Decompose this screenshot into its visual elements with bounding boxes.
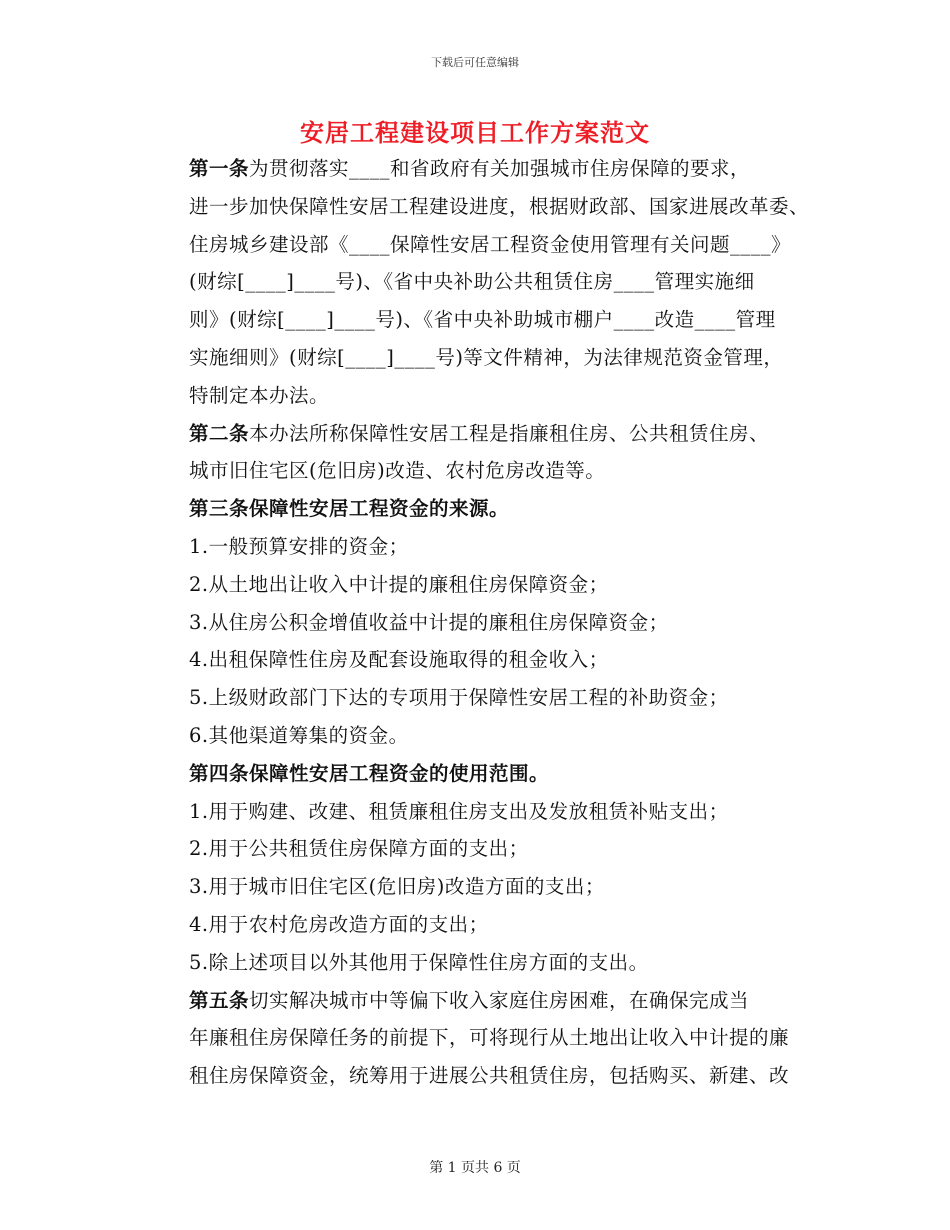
page-number-footer: 第 1 页共 6 页 xyxy=(429,1160,521,1176)
article-1-line-7: 特制定本办法。 xyxy=(189,383,330,407)
article-3-item-3: 3.从住房公积金增值收益中计提的廉租住房保障资金； xyxy=(189,610,669,634)
article-4-item-4: 4.用于农村危房改造方面的支出； xyxy=(189,912,489,936)
article-4-heading: 第四条保障性安居工程资金的使用范围。 xyxy=(189,761,550,785)
article-3-item-2: 2.从土地出让收入中计提的廉租住房保障资金； xyxy=(189,572,609,596)
article-4-item-1: 1.用于购建、改建、租赁廉租住房支出及发放租赁补贴支出； xyxy=(189,799,729,823)
header-note: 下载后可任意编辑 xyxy=(431,56,519,69)
article-3-item-5: 5.上级财政部门下达的专项用于保障性安居工程的补助资金； xyxy=(189,686,729,710)
article-2-text-1: 本办法所称保障性安居工程是指廉租住房、公共租赁住房、 xyxy=(249,421,770,445)
article-1-line-6: 实施细则》(财综[____]____号)等文件精神，为法律规范资金管理， xyxy=(189,345,784,369)
article-2-label: 第二条 xyxy=(189,421,250,445)
article-4-item-3: 3.用于城市旧住宅区(危旧房)改造方面的支出； xyxy=(189,875,605,899)
article-1-line-3: 住房城乡建设部《____保障性安居工程资金使用管理有关问题____》 xyxy=(189,232,792,256)
article-3-item-4: 4.出租保障性住房及配套设施取得的租金收入； xyxy=(189,648,609,672)
document-title: 安居工程建设项目工作方案范文 xyxy=(300,118,650,147)
article-2-line-1 xyxy=(143,415,811,453)
article-3-heading: 第三条保障性安居工程资金的来源。 xyxy=(189,497,510,521)
article-4-item-5: 5.除上述项目以外其他用于保障性住房方面的支出。 xyxy=(189,950,649,974)
article-5 xyxy=(143,982,811,1095)
article-3-item-6: 6.其他渠道筹集的资金。 xyxy=(189,723,409,747)
article-5-line-2: 年廉租住房保障任务的前提下，可将现行从土地出让收入中计提的廉 xyxy=(189,1026,790,1050)
article-5-text-1: 切实解决城市中等偏下收入家庭住房困难，在确保完成当 xyxy=(249,988,750,1012)
article-5-line-3: 租住房保障资金，统筹用于进展公共租赁住房，包括购买、新建、改 xyxy=(189,1064,790,1088)
article-1-line-5: 则》(财综[____]____号)、《省中央补助城市棚户____改造____管理 xyxy=(189,308,776,332)
article-1 xyxy=(143,150,811,415)
article-3-item-1: 1.一般预算安排的资金； xyxy=(189,534,409,558)
article-5-label: 第五条 xyxy=(189,988,250,1012)
article-1-line-2: 进一步加快保障性安居工程建设进度，根据财政部、国家进展改革委、 xyxy=(189,194,810,218)
article-2 xyxy=(143,415,811,491)
article-5-line-1 xyxy=(143,982,811,1020)
article-1-line-1 xyxy=(143,150,811,188)
article-1-label: 第一条 xyxy=(189,157,250,180)
article-2-line-2: 城市旧住宅区(危旧房)改造、农村危房改造等。 xyxy=(189,459,606,483)
document-body xyxy=(143,150,811,1095)
article-1-text-1: 为贯彻落实____和省政府有关加强城市住房保障的要求， xyxy=(249,157,751,180)
article-1-line-4: (财综[____]____号)、《省中央补助公共租赁住房____管理实施细 xyxy=(189,270,755,294)
article-4-item-2: 2.用于公共租赁住房保障方面的支出； xyxy=(189,837,529,861)
